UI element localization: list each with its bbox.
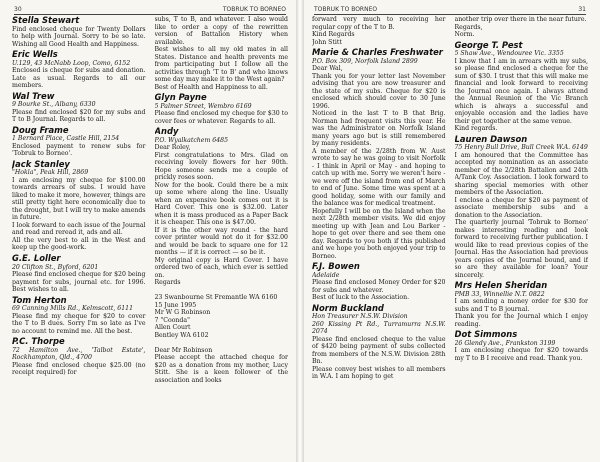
letter-address: "Hokla", Peak Hill, 2869 [12, 169, 89, 177]
right-columns [312, 16, 588, 460]
letter-entry [312, 262, 446, 302]
letter-author: Jack Stanley [12, 158, 70, 169]
letter-entry [12, 92, 146, 124]
left-page [0, 0, 296, 462]
letter-address: 5 Palmer Street, Wembro 6169 [154, 102, 252, 110]
letter-entry [312, 48, 446, 260]
letter-address: 75 Henry Bull Drive, Bull Creek W.A. 6149 [454, 144, 588, 152]
letter-body: Please find enclosed cheque to the value of $420 being payment of subs collected from members of the N.S.W. Division 28th Bn. Please convey best wishes to all members in W.A. I am hoping to get [312, 335, 446, 381]
letter-body: Enclosed payment to renew subs for 'Tobruk to Borneo'. [12, 142, 146, 158]
letter-author: Eric Wells [12, 49, 58, 60]
letter-body: I am honoured that the Committee has accepted my nomination as an associate member of the 2/28th Battalion and 24th A/Tank Coy. Association. I look forward to sharing special memories with other members of the Association. I enclose a cheque for $20 as payment of associate membership subs and a donation to the Association. The quarterly journal 'Tobruk to Borneo' makes interesting reading and look forward to receiving further publication. I would like to read previous copies of the Journal. Has the Association had previous years copies of the Journal bound, and if so are they available for loan? Your sincerely. [454, 151, 588, 279]
right-column-2 [455, 16, 589, 460]
letter-author: Dot Simmons [454, 329, 518, 340]
letter-body: I am enclosing cheque for $20 towards my T to B I receive and read. Thank you. [454, 347, 588, 362]
letter-author: Doug Frame [12, 124, 69, 135]
letter-entry [455, 281, 589, 328]
letter-entry [455, 330, 589, 362]
letter-author: Stella Stewart [12, 16, 80, 25]
letter-address: P.O. Wyalkatchem 6485 [154, 136, 229, 144]
letter-author: P.C. Thorpe [12, 336, 65, 347]
right-page [304, 0, 600, 462]
left-column-2 [155, 16, 289, 460]
book-gutter [296, 0, 304, 462]
letter-entry [12, 16, 146, 48]
letter-author: Marie & Charles Freshwater [312, 47, 443, 57]
letter-address: PMB 33, Winnellie N.T. 0822 [454, 290, 545, 298]
letter-author: F.J. Bowen [312, 261, 360, 272]
letter-address: 26 Glendy Ave., Frankston 3199 [454, 339, 556, 347]
right-running-head [314, 3, 586, 15]
letter-entry [12, 126, 146, 158]
letter-entry [312, 304, 446, 381]
right-column-1 [312, 16, 446, 460]
letter-address: 1 Bernard Place, Castle Hill, 2154 [12, 135, 120, 143]
letter-address: P.O. Box 309, Norfolk Island 2899 [312, 57, 418, 65]
letter-entry [12, 254, 146, 294]
letter-entry [455, 41, 589, 133]
letter-entry [12, 337, 146, 377]
letter-entry [12, 296, 146, 336]
letter-body: I am sending a money order for $30 for subs and T to B journal. Thank you for the Journal which I enjoy reading. [454, 298, 588, 328]
letter-author: Wal Trew [12, 90, 55, 101]
letter-author: Norm Buckland [312, 302, 384, 313]
letter-author: Mrs Helen Sheridan [454, 280, 548, 291]
letter-address: Adelaide [312, 271, 340, 279]
letter-address: 69 Canning Mills Rd., Kelmscott, 6111 [12, 305, 134, 313]
letter-entry [155, 16, 289, 91]
letter-body: Dear Wal, Thank you for your letter last November advising that you are now treasurer and the state of my subs. Cheque for $20 is enclosed which should cover to 30 June 1996. Noticed in the last T to B that Brig. Norman had frequent visits this year. He was the Administrator on Norfolk Island many years ago but is still remembered by many residents. A member of the 2/28th from W. Aust wrote to say he was going to visit Norfolk - I think in April or May - and hoping to catch up with me. Sorry we weren't here - we were off the island from end of March to end of June. Some time was spent at a good holiday, some with our family and the balance was for medical treatment. Hopefully I will be on the Island when the next 2/28th member visits. We did enjoy meeting up with Jean and Lou Barker - hope to get over there and see them one day. Regards to you both if this published and we hope you both enjoyed your trip to Borneo. [312, 65, 446, 260]
left-running-head [14, 3, 286, 15]
left-page-header: TOBRUK TO BORNEO [222, 6, 286, 13]
letter-author: Andy [154, 126, 179, 137]
letter-body: subs, T to B, and whatever. I also would like to order a copy of the rewritten version of Battalion History when available. Best wishes to all my old mates in all States. Distance and health prevents me from participating but I follow all the activities through 'T to B' and who knows some day may make it to the West again? Best of Health and Happiness to all. [154, 16, 288, 91]
letter-body: Enclosed is cheque for subs and donation. Late as usual. Regards to all our members. [12, 67, 146, 90]
letter-entry [312, 16, 446, 46]
letter-body: Find enclosed cheque for Twenty Dollars to help with Journal. Sorry to be so late. Wishing all Good Health and Happiness. [12, 25, 146, 48]
letter-entry [155, 93, 289, 125]
letter-body: Dear Roley, First congratulations to Mrs. Glad on receiving lovely flowers for her 90th. Hope someone sends me a couple of prickly roses soon. Now for the book. Could there be a mix up some where along the line. Usually when an expensive book comes out it is Hard Cover. This one is $32.00. Later when it is mass produced as a Paper Back it is cheaper. This one is $47.00. If it is the other way round - the hard cover printer would not do it for $32.00 and would be back to square one for 12 months — if it is correct — so be it. My original copy is Hard Cover. I have ordered two of each, which ever is settled on. Regards 23 Swanbourne St Fremantle WA 6160 15 June 1995 Mr W G Robinson 7 "Coonda" Allen Court Bentley WA 6102 Dear Mr Robinson Please accept the attached cheque for $20 as a donation from my mother, Lucy Stitt. She is a keen follower of the association and looks [154, 144, 288, 384]
letter-body: I am enclosing my cheque for $100.00 towards arrears of subs. I would have liked to make it more, however, things are still pretty tight here economically due to the drought, but I will try to make amends in future. I look forward to each issue of the Journal and read and reread it, ads and all. All the very best to all in the West and keep up the good-work. [12, 176, 146, 252]
letter-entry [455, 135, 589, 280]
letter-author: George T. Pest [454, 39, 523, 50]
letter-body: another trip over there in the near future. Regards, Norm. [454, 16, 587, 38]
letter-address: 5 Shaw Ave., Wendouree Vic. 3355 [454, 50, 564, 58]
left-column-1 [12, 16, 146, 460]
letter-body: Please find enclosed my cheque for $30 to cover fees or whatever. Regards to all. [154, 110, 288, 125]
letter-body: Please find enclosed Money Order for $20 for subs and whatever. Best of luck to the Association. [312, 279, 446, 302]
letter-body: Please find enclosed cheque for $20 being payment for subs, journal etc. for 1996. Best wishes to all. [12, 271, 146, 294]
letter-address: 9 Bourke St., Albany, 6330 [12, 101, 96, 109]
letter-body: Please find enclosed $20 for my subs and T to B Journal. Regards to all. [12, 108, 146, 124]
letter-author: Tom Herton [12, 294, 67, 305]
right-page-header: TOBRUK TO BORNEO [314, 6, 378, 13]
letter-entry [12, 50, 146, 90]
letter-author: G.E. Loller [12, 252, 61, 263]
left-columns [12, 16, 288, 460]
letter-body: Please find my cheque for $20 to cover the T to B dues. Sorry I'm so late as I've no account to remind me. All the best. [12, 312, 146, 335]
letter-address: U.129, 43 McNabb Loop, Como, 6152 [12, 59, 131, 67]
letter-address: Hon Treasurer N.S.W. Division 260 Kissing Pt Rd., Turramurra N.S.W. 2074 [312, 313, 446, 336]
letter-author: Glyn Payne [154, 92, 207, 102]
letter-address: 20 Clifton St., Byford, 6201 [12, 263, 99, 271]
letter-entry [155, 127, 289, 384]
letter-body: I know that I am in arrears with my subs, so please find enclosed a cheque for the sum of $30. I trust that this will make me financial and look forward to receiving the Journal once again. I always attend the Annual Reunion of the Vic Branch which is always a successful and enjoyable occasion and the ladies have their get together at the same venue. Kind regards. [454, 57, 588, 133]
letter-entry [455, 16, 589, 39]
letter-author: Lauren Dawson [454, 133, 528, 144]
letter-entry [12, 160, 146, 252]
letter-address: 72 Hamilton Ave., 'Talbot Estate', Rockhampton, Qld., 4700 [12, 346, 146, 362]
right-page-number: 31 [578, 6, 586, 13]
left-page-number: 30 [14, 6, 22, 13]
letter-body: Please find enclosed cheque $25.00 (no receipt required) for [12, 361, 146, 377]
letter-body: forward very much to receiving her regular copy of the T to B. Kind Regards John Stitt [312, 16, 446, 46]
